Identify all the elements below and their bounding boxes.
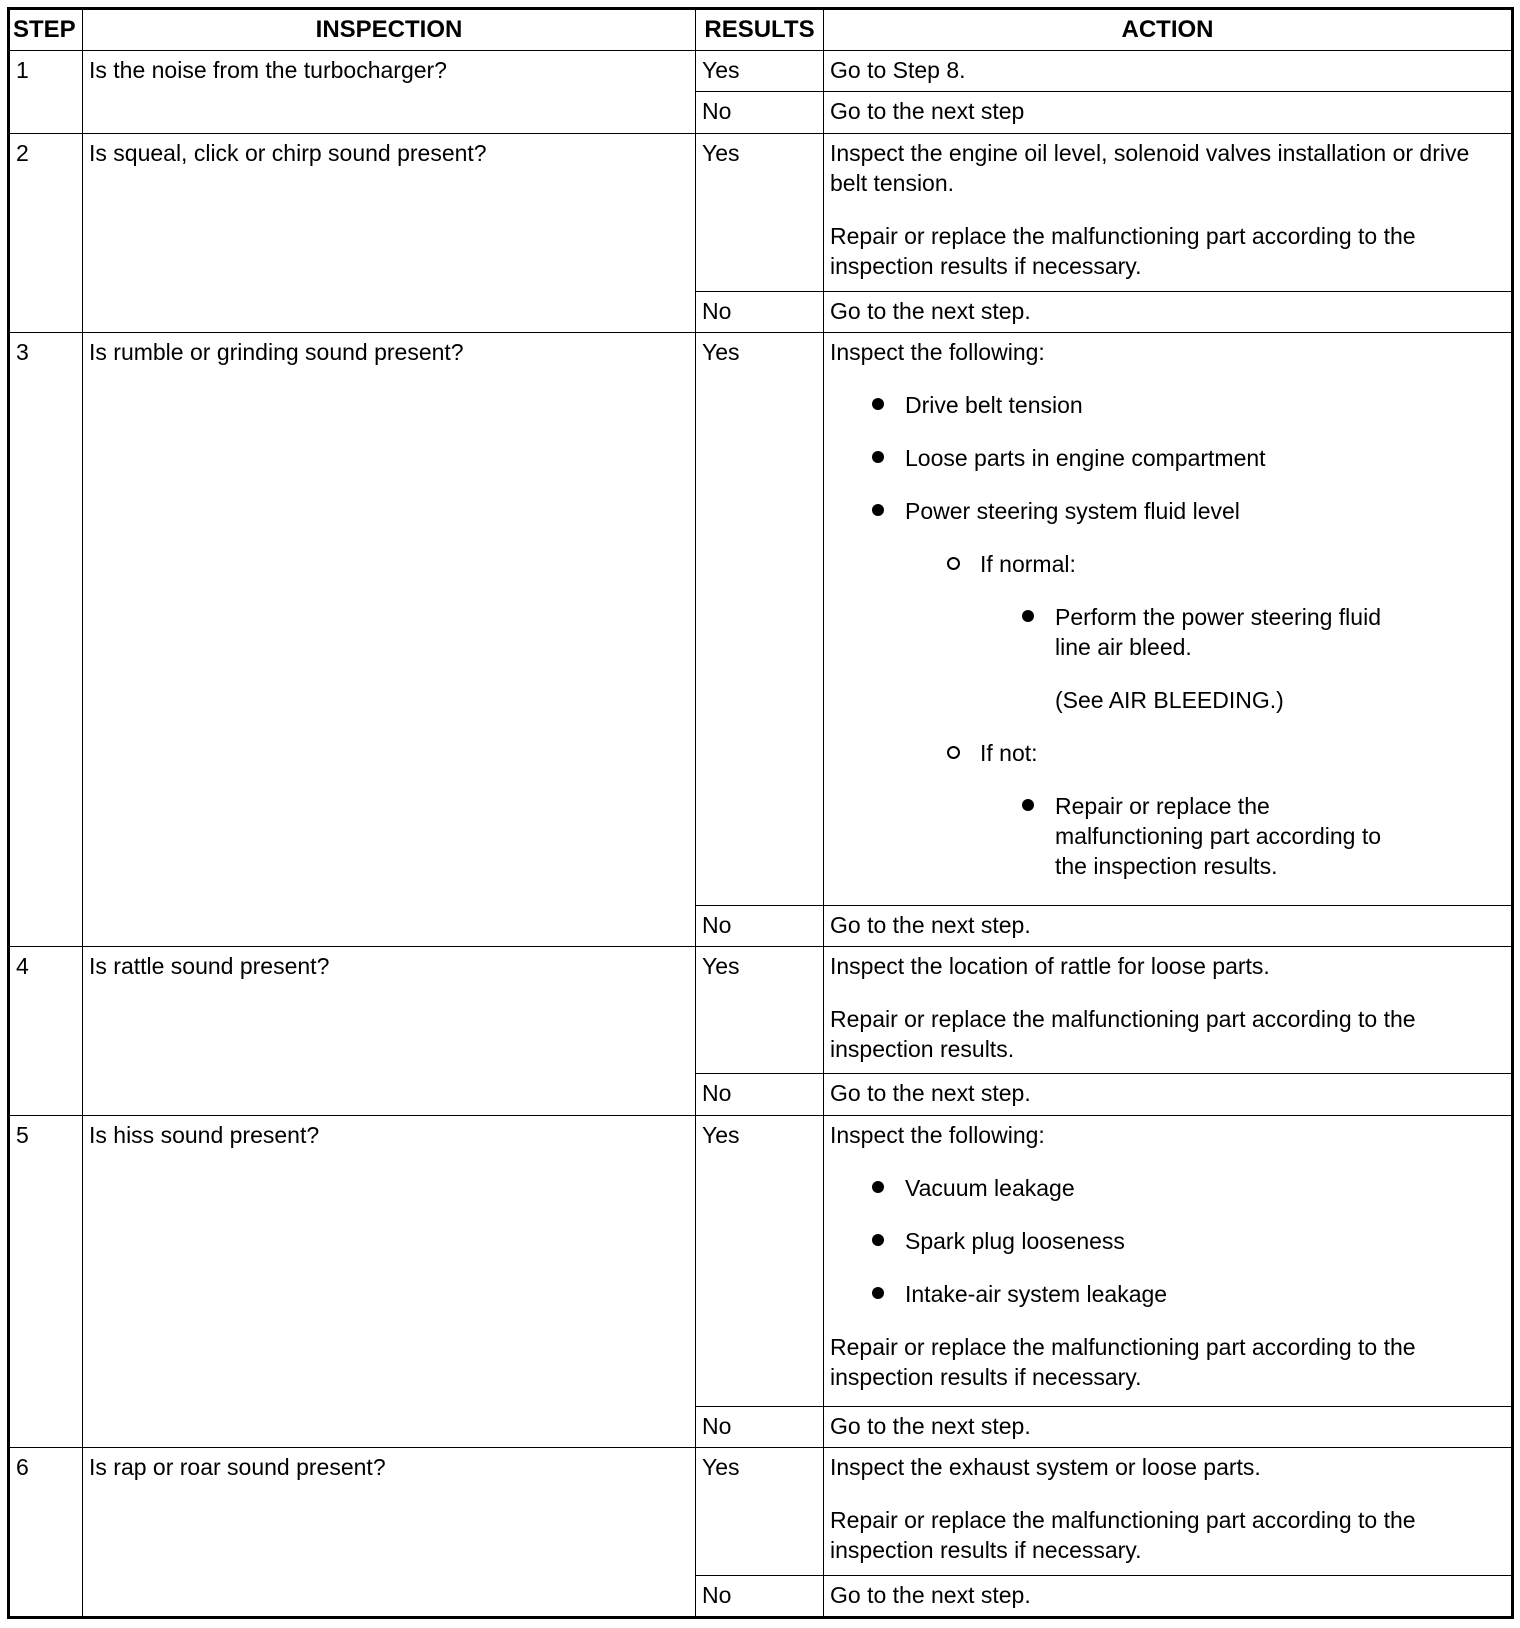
reference-note: (See AIR BLEEDING.) [1055, 687, 1284, 714]
result-no: No [696, 1575, 824, 1617]
result-yes: Yes [696, 947, 824, 1074]
troubleshooting-page [7, 7, 1511, 1619]
step-number: 4 [9, 947, 83, 1115]
header-action: ACTION [824, 9, 1513, 51]
action-paragraph: Inspect the exhaust system or loose parts. [830, 1454, 1261, 1481]
bullet-icon [872, 496, 884, 526]
inspection-question: Is rap or roar sound present? [83, 1448, 696, 1618]
action-paragraph: Inspect the location of rattle for loose parts. [830, 953, 1270, 980]
inspection-question: Is hiss sound present? [83, 1115, 696, 1448]
inspection-question: Is rattle sound present? [83, 947, 696, 1115]
list-item: Drive belt tension [830, 390, 1505, 420]
action-paragraph: Repair or replace the malfunctioning part according to the inspection results. [830, 1006, 1416, 1063]
result-no: No [696, 905, 824, 946]
result-no: No [696, 92, 824, 133]
action-paragraph: Inspect the following: [830, 339, 1045, 366]
result-yes: Yes [696, 51, 824, 92]
bullet-icon [872, 1226, 884, 1256]
condition-action-list [830, 602, 1505, 715]
bullet-icon [1022, 791, 1034, 821]
header-step: STEP [9, 9, 83, 51]
result-yes: Yes [696, 133, 824, 291]
list-item: Power steering system fluid level [830, 496, 1505, 526]
hollow-bullet-icon [947, 738, 960, 768]
result-yes: Yes [696, 333, 824, 906]
step-4-yes-row [9, 947, 1513, 1074]
step-number: 2 [9, 133, 83, 332]
header-results: RESULTS [696, 9, 824, 51]
step-5-yes-row [9, 1115, 1513, 1406]
result-yes: Yes [696, 1115, 824, 1406]
action-paragraph: Repair or replace the malfunctioning part according to the inspection results if necessary. [830, 1507, 1416, 1564]
action-paragraph: Repair or replace the malfunctioning part according to the inspection results if necessary. [830, 1333, 1416, 1390]
action-cell: Go to the next step. [824, 291, 1513, 332]
bullet-icon [872, 443, 884, 473]
list-item: Vacuum leakage [830, 1173, 1505, 1203]
result-no: No [696, 1074, 824, 1115]
bullet-icon [872, 1173, 884, 1203]
step-6-yes-row [9, 1448, 1513, 1575]
header-row [9, 9, 1513, 51]
step-2-yes-row [9, 133, 1513, 291]
action-cell [824, 333, 1513, 906]
bullet-icon [872, 1279, 884, 1309]
list-item: Loose parts in engine compartment [830, 443, 1505, 473]
action-paragraph: Repair or replace the malfunctioning part according to the inspection results if necessary. [830, 222, 1416, 279]
step-number: 6 [9, 1448, 83, 1618]
step-1-yes-row [9, 51, 1513, 92]
bullet-icon [872, 390, 884, 420]
action-cell [824, 1448, 1513, 1575]
inspection-question: Is rumble or grinding sound present? [83, 333, 696, 947]
inspection-list [830, 1173, 1505, 1309]
condition-list [830, 738, 1505, 768]
bullet-icon [1022, 602, 1034, 632]
inspection-list [830, 390, 1505, 526]
inspection-question: Is squeal, click or chirp sound present? [83, 133, 696, 332]
result-no: No [696, 1407, 824, 1448]
action-cell: Go to the next step. [824, 1074, 1513, 1115]
action-cell: Go to the next step. [824, 1407, 1513, 1448]
condition-action-list [830, 791, 1505, 881]
action-cell: Go to the next step [824, 92, 1513, 133]
condition-list [830, 549, 1505, 579]
action-paragraph: Inspect the following: [830, 1121, 1045, 1148]
list-item: Perform the power steering fluid line air bleed. (See AIR BLEEDING.) [830, 602, 1505, 715]
action-paragraph: Inspect the engine oil level, solenoid valves installation or drive belt tension. [830, 139, 1470, 196]
step-number: 3 [9, 333, 83, 947]
action-cell [824, 947, 1513, 1074]
step-3-yes-row [9, 333, 1513, 906]
action-cell [824, 133, 1513, 291]
diagnostic-table [7, 7, 1514, 1619]
list-item: Spark plug looseness [830, 1226, 1505, 1256]
list-item: Intake-air system leakage [830, 1279, 1505, 1309]
action-cell: Go to Step 8. [824, 51, 1513, 92]
result-yes: Yes [696, 1448, 824, 1575]
header-inspection: INSPECTION [83, 9, 696, 51]
inspection-question: Is the noise from the turbocharger? [83, 51, 696, 134]
step-number: 5 [9, 1115, 83, 1448]
action-cell: Go to the next step. [824, 905, 1513, 946]
step-number: 1 [9, 51, 83, 134]
action-cell [824, 1115, 1513, 1406]
action-cell: Go to the next step. [824, 1575, 1513, 1617]
hollow-bullet-icon [947, 549, 960, 579]
list-item: Repair or replace the malfunctioning part according to the inspection results. [830, 791, 1505, 881]
result-no: No [696, 291, 824, 332]
list-item: If normal: [830, 549, 1505, 579]
list-item: If not: [830, 738, 1505, 768]
